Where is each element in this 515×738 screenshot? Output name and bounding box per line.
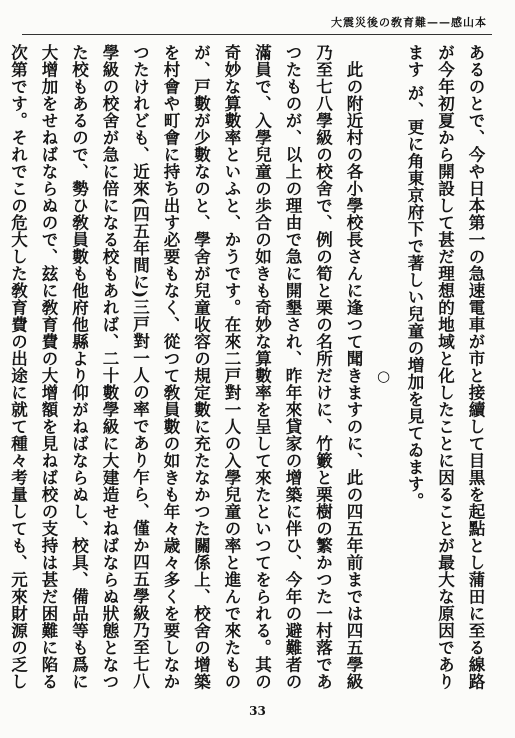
- page-number: 33: [249, 704, 266, 718]
- paragraph-2: 此の附近村の各小學校長さんに逢つて聞きますのに、此の四五年前までは四五學級乃至七八學級の校舍で、例の筍と栗の名所だけに、竹籔と栗樹の繁かつた一村落であつたものが、以上の理由で急に開墾され、昨年來貸家の增築に伴ひ、今年の避難者の滿員で、入學兒童の歩合の如きも奇妙な算數率を呈して來たといつてをられる。其の奇妙な算數率といふと、かうです。在來二戸對一人の入學兒童の率と進んで來たものが、戸數が少數なのと、學舍が兒童收容の規定數に充たなかつた關係上、校舍の增築を村會や町會に持ち出す必要もなく、從つて敎員數の如きも年々歳々多くを要しなかつたけれども、近來(四五年間に)三戸對一人の率であり乍ら、僅か四五學級乃至七八學級の校舍が急に倍になる校もあれば、二十數學級に大建造せねばならぬ狀態となつた校もあるので、勢ひ敎員數も他府他縣より仰がねばならぬし、校具、備品等も爲に大增加をせねばならぬので、玆に敎育費の大增額を見ねば校の支持は甚だ困難に陷る次第です。それでこの危大した敎育費の出途に就て種々考量しても、元來財源の乏し: [8, 44, 363, 690]
- section-separator: ○: [374, 367, 393, 386]
- paragraph-1: あるのとで、今や日本第一の急速電車が市と接續して目黒を起點とし蒲田に至る線路が今年初夏から開設して甚だ理想的地域と化したことに因ることが最大な原因であります が、更に角東京府下で著しい兒童の増加を見てゐます。: [405, 44, 485, 690]
- running-header: 大震災後の敎育難——感山本: [331, 16, 487, 29]
- header-rule: [22, 34, 492, 35]
- body-text: [8, 44, 490, 694]
